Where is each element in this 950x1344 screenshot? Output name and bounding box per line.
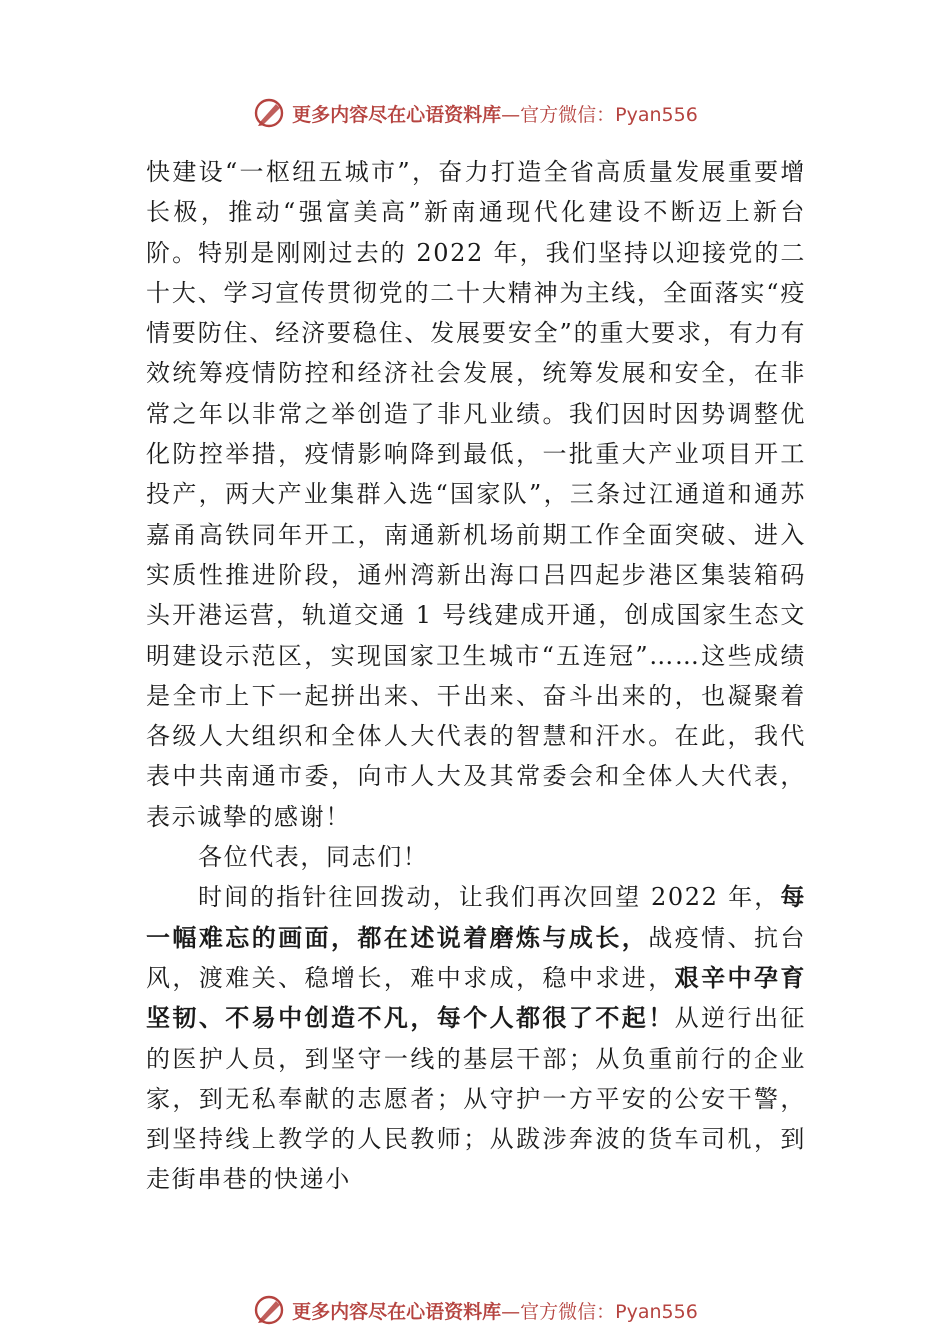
paragraph-3-text-b: 战疫情、抗台风，渡难关、稳增长，难中求成，稳中求进， xyxy=(146,923,806,992)
pen-logo-icon xyxy=(252,1293,286,1327)
pen-logo-icon xyxy=(252,96,286,130)
paragraph-3-text-a: 时间的指针往回拨动，让我们再次回望 2022 年， xyxy=(198,883,781,912)
paragraph-3-text-c: 从逆行出征的医护人员，到坚守一线的基层干部；从负重前行的企业家，到无私奉献的志愿者；从守护一方平安的公安干警，到坚持线上教学的人民教师；从跋涉奔波的货车司机，到走街串巷的快递小 xyxy=(146,1004,807,1194)
footer-watermark xyxy=(0,1292,950,1328)
paragraph-3-bold-a: 每一幅难忘的画面，都在述说着磨炼与成长， xyxy=(146,882,806,952)
watermark-suffix: 官方微信：Pyan556 xyxy=(520,103,698,126)
watermark-brand: 更多内容尽在心语资料库 xyxy=(292,1300,502,1323)
watermark-suffix: 官方微信：Pyan556 xyxy=(520,1300,698,1323)
paragraph-1-text: 快建设“一枢纽五城市”，奋力打造全省高质量发展重要增长极，推动“强富美高”新南通现代化建设不断迈上新台阶。特别是刚刚过去的 2022 年，我们坚持以迎接党的二十大、学习宣传贯彻党的二十大精神为主线，全面落实“疫情要防住、经济要稳住、发展要安全”的重大要求，有力有效统筹疫情防控和经济社会发展，统筹发展和安全，在非常之年以非常之举创造了非凡业绩。我们因时因势调整优化防控举措，疫情影响降到最低，一批重大产业项目开工投产，两大产业集群入选“国家队”，三条过江通道和通苏嘉甬高铁同年开工，南通新机场前期工作全面突破、进入实质性推进阶段，通州湾新出海口吕四起步港区集装箱码头开港运营，轨道交通 1 号线建成开通，创成国家生态文明建设示范区，实现国家卫生城市“五连冠”……这些成绩是全市上下一起拼出来、干出来、奋斗出来的，也凝聚着各级人大组织和全体人大代表的智慧和汗水。在此，我代表中共南通市委，向市人大及其常委会和全体人大代表，表示诚挚的感谢！ xyxy=(146,158,806,831)
paragraph-3-bold-b: 艰辛中孕育坚韧、不易中创造不凡，每个人都很了不起！ xyxy=(146,962,807,1033)
paragraph-2 xyxy=(146,837,806,877)
watermark-separator: — xyxy=(501,103,521,126)
watermark-separator: — xyxy=(501,1300,521,1323)
paragraph-3 xyxy=(146,877,806,1199)
watermark-brand: 更多内容尽在心语资料库 xyxy=(292,103,502,126)
header-watermark xyxy=(0,95,950,131)
paragraph-2-text: 各位代表，同志们！ xyxy=(198,843,429,872)
document-body xyxy=(146,152,806,1200)
watermark-text xyxy=(292,100,698,127)
watermark-text xyxy=(292,1297,698,1324)
paragraph-1 xyxy=(146,152,806,837)
